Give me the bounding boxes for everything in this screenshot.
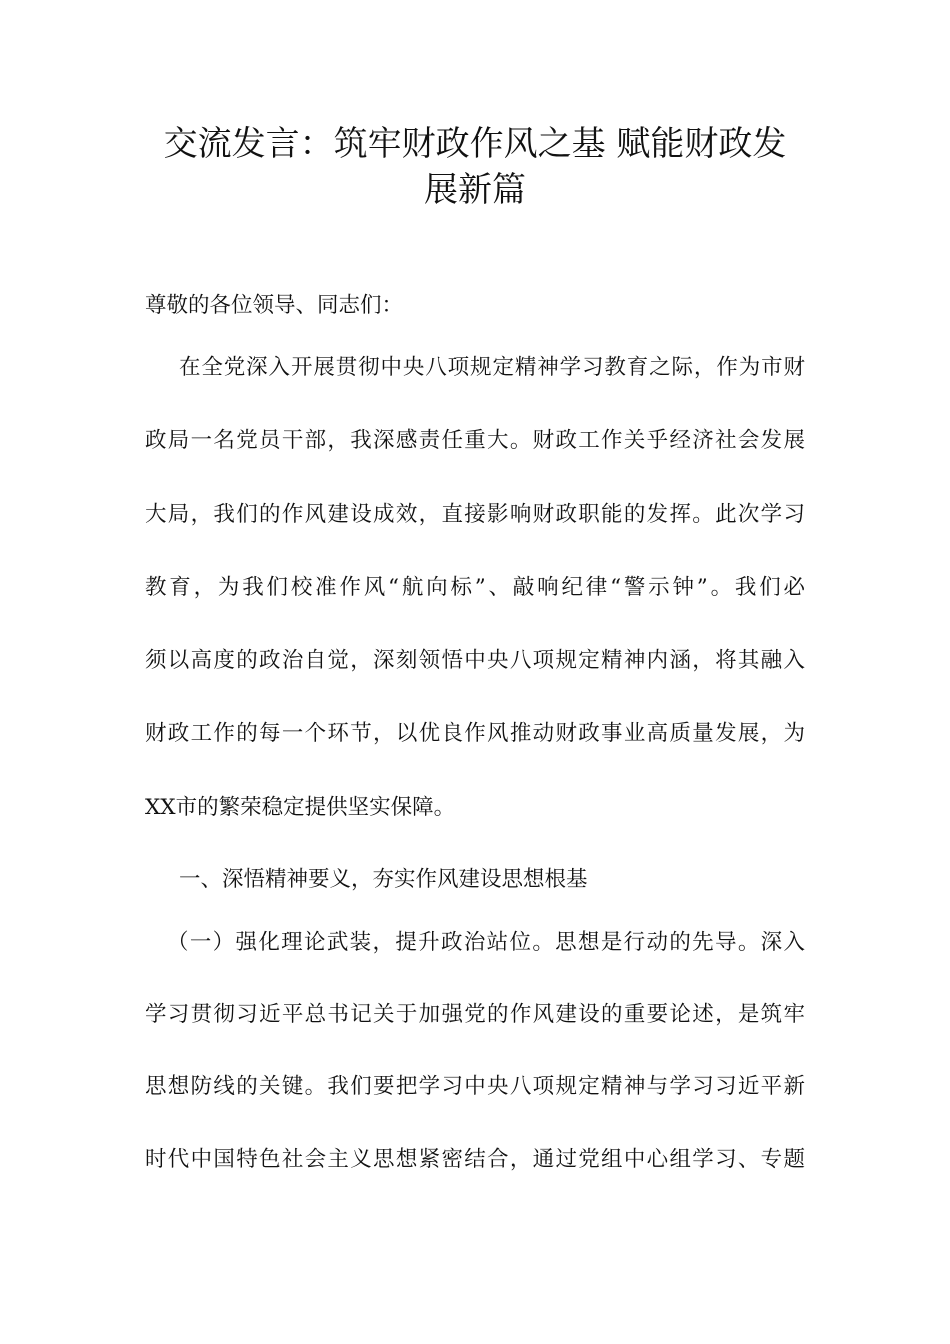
paragraph-2-line: 思想防线的关键。我们要把学习中央八项规定精神与学习习近平新 [145, 1074, 805, 1099]
paragraph-1-line: 大局，我们的作风建设成效，直接影响财政职能的发挥。此次学习 [145, 502, 805, 527]
paragraph-1-line: 在全党深入开展贯彻中央八项规定精神学习教育之际，作为市财 [179, 355, 805, 380]
paragraph-1-line: 教育，为我们校准作风“航向标”、敲响纪律“警示钟”。我们必 [145, 575, 805, 600]
paragraph-1-line: 须以高度的政治自觉，深刻领悟中央八项规定精神内涵，将其融入 [145, 648, 805, 673]
paragraph-2-line: （一）强化理论武装，提升政治站位。思想是行动的先导。深入 [167, 930, 805, 955]
document-title-line-2: 展新篇 [424, 170, 526, 210]
section-heading-1: 一、深悟精神要义，夯实作风建设思想根基 [179, 867, 588, 892]
paragraph-2-line: 学习贯彻习近平总书记关于加强党的作风建设的重要论述，是筑牢 [145, 1002, 805, 1027]
paragraph-2-line: 时代中国特色社会主义思想紧密结合，通过党组中心组学习、专题 [145, 1147, 805, 1172]
paragraph-1-line: XX市的繁荣稳定提供坚实保障。 [145, 795, 456, 820]
paragraph-1-line: 政局一名党员干部，我深感责任重大。财政工作关乎经济社会发展 [145, 428, 805, 453]
paragraph-1-line: 财政工作的每一个环节，以优良作风推动财政事业高质量发展，为 [145, 721, 805, 746]
greeting: 尊敬的各位领导、同志们： [145, 293, 404, 318]
document-title-line-1: 交流发言：筑牢财政作风之基 赋能财政发 [163, 124, 787, 164]
